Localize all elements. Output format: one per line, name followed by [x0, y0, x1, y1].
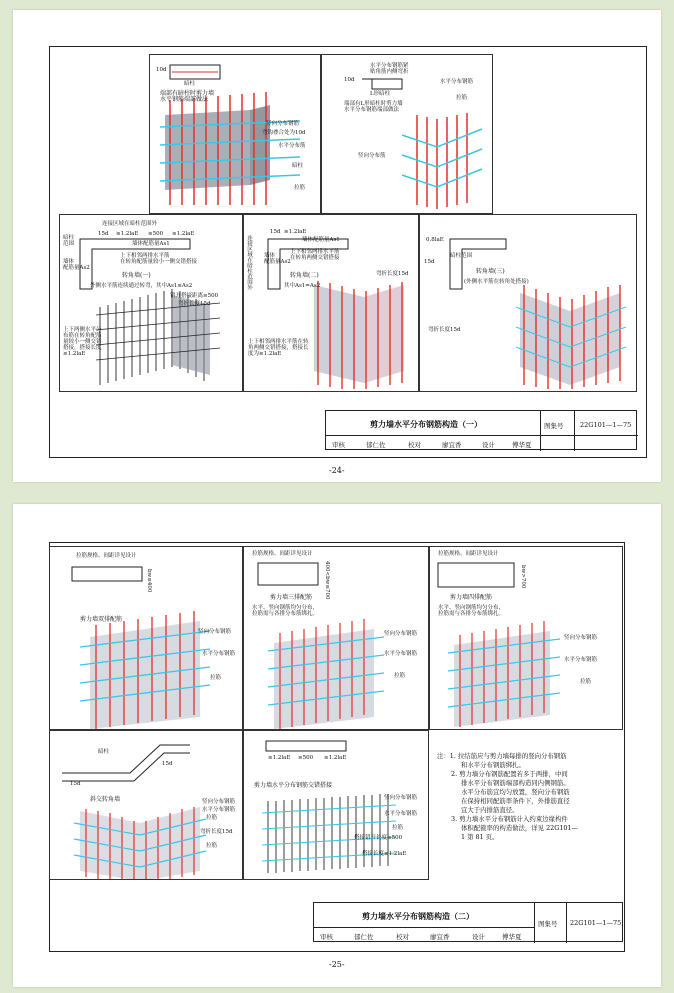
- corner-wall-2-title: 转角墙(二): [290, 272, 319, 279]
- page-number-24: -24-: [329, 466, 345, 475]
- horiz-bar-label: 水平分布筋: [278, 143, 306, 149]
- bend-label-2: 弯折长度15d: [376, 271, 409, 277]
- note-1b: 和水平分布钢筋绑扎。: [461, 761, 525, 769]
- p4-15d-b: 15d: [162, 761, 173, 767]
- dim-15d: 15d: [98, 231, 109, 237]
- design-2: 设计: [472, 933, 485, 941]
- connect-zone-vertical: 连接区域在暗柱范围外: [246, 235, 252, 290]
- p2-dim: 400<bw≤700: [324, 561, 330, 600]
- dim-500: ≥500: [148, 231, 164, 237]
- design-1: 设计: [482, 441, 495, 449]
- connect-zone-note: 连接区域在暗柱范围外: [102, 221, 158, 227]
- panel-two-rows: [49, 546, 243, 730]
- corner-wall-1-sub: 外侧水平筋连续通过转弯，其中As1≤As2: [90, 283, 193, 289]
- p5-tie: 拉筋: [392, 825, 404, 831]
- check-name-1: 廖宜香: [442, 441, 462, 449]
- anzhu-range-label: 暗柱 范围: [63, 235, 75, 247]
- p2-horiz: 水平分布钢筋: [384, 651, 418, 657]
- anzhu-label: 暗柱: [184, 81, 196, 87]
- note-2d: 在保持相同配筋率条件下，外排筋直径: [461, 797, 570, 805]
- p5-title: 剪力墙水平分布钢筋交错搭接: [254, 782, 333, 789]
- p2-vert: 竖向分布钢筋: [384, 631, 418, 637]
- l-anzhu-label: L形暗柱: [370, 91, 391, 97]
- note-2c: 水平分布筋宜均匀放置，竖向分布钢筋: [461, 788, 570, 796]
- p1-title: 剪力墙双排配筋: [80, 616, 123, 623]
- atlas-no-1: 22G101—1—75: [580, 421, 632, 429]
- title-1: 剪力墙水平分布钢筋构造（一）: [370, 419, 482, 429]
- corner-wall-3-drawing: [420, 215, 637, 392]
- atlas-label-1: 图集号: [544, 422, 564, 430]
- p1-horiz: 水平分布钢筋: [202, 651, 236, 657]
- dim-15d-3: 15d: [424, 259, 435, 265]
- as1-label: 墙体配筋量As1: [132, 241, 170, 247]
- p5-lap: 搭接长度≥1.2laE: [362, 851, 407, 857]
- p5-dim-1: ≥1.2laE: [268, 755, 291, 761]
- skew-corner-drawing: [50, 731, 243, 880]
- notes-block: [437, 752, 617, 842]
- dim-lap-1: ≥1.2laE: [116, 231, 139, 237]
- stagger-label: 错开搭接距离≥500: [170, 293, 219, 299]
- as1-label-2: 墙体配筋量As1: [302, 237, 340, 243]
- note-1: 注：1. 拉结筋应与剪力墙每排的竖向分布钢筋: [437, 752, 567, 760]
- p3-horiz: 水平分布钢筋: [564, 657, 598, 663]
- as2-label-2: 墙体 配筋量As2: [264, 253, 291, 265]
- corner-wall-3-sub: (外侧水平筋在转角处搭接): [464, 279, 529, 285]
- note-2: 2. 剪力墙分布钢筋配置若多于两排，中间: [451, 770, 568, 778]
- bend-label-3: 弯折长度15d: [428, 327, 461, 333]
- review-2: 审核: [320, 933, 333, 941]
- p1-vert: 竖向分布钢筋: [198, 629, 232, 635]
- vert-bar-label: 竖向分布钢筋: [266, 121, 300, 127]
- p3-dim: bw>700: [520, 565, 526, 589]
- atlas-label-2: 图集号: [538, 920, 558, 928]
- title-block-1: [325, 410, 637, 450]
- panel-corner-wall-1: [59, 214, 243, 392]
- p1-dim: bw≤400: [146, 569, 152, 593]
- stagger-lap-drawing: [244, 731, 429, 880]
- l-anzhu-note: 端部有L形暗柱时剪力墙 水平分布钢筋端部做法: [344, 101, 403, 113]
- horiz-label: 水平分布钢筋: [440, 79, 474, 85]
- page-25: [13, 504, 661, 987]
- p4-bend: 弯折长度15d: [200, 829, 233, 835]
- check-1: 校对: [408, 441, 421, 449]
- check-name-2: 廖宜香: [430, 933, 450, 941]
- p3-title: 剪力墙四排配筋: [450, 594, 493, 601]
- p2-tie: 拉筋: [394, 673, 406, 679]
- p2-note: 水平、竖向钢筋均匀分布， 拉筋需与各排分布筋绑扎。: [252, 605, 319, 617]
- panel-l-anzhu: [321, 54, 493, 214]
- panel-three-rows: [243, 546, 429, 730]
- panel-four-rows: [429, 546, 623, 730]
- review-1: 审核: [332, 441, 345, 449]
- p3-note: 水平、竖向钢筋均匀分布， 拉筋需与各排分布筋绑扎。: [438, 605, 505, 617]
- note-3: 3. 剪力墙水平分布钢筋计入约束边缘构件: [451, 815, 568, 823]
- three-rows-drawing: [244, 547, 429, 730]
- p4-15d-a: 15d: [70, 781, 81, 787]
- title-2: 剪力墙水平分布钢筋构造（二）: [362, 911, 474, 921]
- panel-skew-corner: [49, 730, 243, 880]
- dim-lap-mid: ≥1.2laE: [284, 229, 307, 235]
- p2-title: 剪力墙三排配筋: [270, 594, 313, 601]
- tie-label: 拉筋: [294, 185, 306, 191]
- anzhu-side-label: 暗柱: [292, 163, 304, 169]
- p4-title: 斜交转角墙: [90, 796, 121, 803]
- page-number-25: -25-: [329, 960, 345, 969]
- dim-lap-2: ≥1.2laE: [172, 231, 195, 237]
- corner-wall-1-title: 转角墙(一): [122, 272, 151, 279]
- as2-label: 墙体 配筋量As2: [63, 259, 90, 271]
- dim-10d: 10d: [156, 67, 167, 73]
- review-name-2: 郁仁佐: [354, 933, 374, 941]
- p4-vert: 竖向分布钢筋: [202, 799, 236, 805]
- lap-note: 上下两侧水平分 布筋在转角配筋 量较小一侧交错 搭接，搭接长度 ≥1.2laE: [63, 327, 102, 357]
- bend-label: 弯折长度15d: [178, 301, 211, 307]
- p5-horiz: 水平分布钢筋: [384, 811, 418, 817]
- corner-wall-2-sub: 其中As1=As2: [284, 283, 321, 289]
- lap-note-2: 上下相邻两排水平筋在转 角两侧交错搭接，搭接长 度为≥1.2laE: [248, 339, 309, 357]
- end-anzhu-note: 端部有暗柱时剪力墙 水平钢筋端部做法: [160, 90, 215, 103]
- p5-dim-3: ≥1.2laE: [324, 755, 347, 761]
- anzhu-range-label-3: 暗柱范围: [450, 253, 473, 259]
- note-3c: 1 第 81 页。: [461, 833, 499, 841]
- check-2: 校对: [396, 933, 409, 941]
- p5-stagger: 搭接错开长度≥500: [354, 835, 403, 841]
- panel-corner-wall-3: [419, 214, 637, 392]
- p4-tie: 拉筋: [206, 815, 218, 821]
- p5-vert: 竖向分布钢筋: [384, 795, 418, 801]
- atlas-no-2: 22G101—1—75: [570, 919, 622, 927]
- p4-anzhu: 暗柱: [98, 749, 110, 755]
- p3-tie: 拉筋: [580, 679, 592, 685]
- adjacent-lap-note-2: 上下相邻两排水平筋 在转角两侧交错搭接: [290, 249, 340, 261]
- panel-stagger-lap: [243, 730, 429, 880]
- dim-15d-2: 15d: [270, 229, 281, 235]
- p4-horiz: 水平分布钢筋: [202, 807, 236, 813]
- p1-tie: 拉筋: [210, 675, 222, 681]
- note-2b: 排水平分布钢筋端部构造同内侧钢筋。: [461, 779, 570, 787]
- horiz-bend-note: 水平分布钢筋紧 贴角筋内侧弯折: [370, 63, 409, 75]
- dim-10d-right: 10d: [344, 77, 355, 83]
- page-24: [13, 10, 661, 482]
- title-block-2: [313, 902, 623, 942]
- p1-head: 拉筋规格、间距详见设计: [76, 553, 137, 559]
- p4-tie2: 拉筋: [206, 843, 218, 849]
- p3-vert: 竖向分布钢筋: [564, 635, 598, 641]
- tie-label-right: 拉筋: [456, 95, 468, 101]
- panel-end-anzhu: [149, 54, 321, 214]
- dim-08lae: 0.8laE: [426, 237, 444, 243]
- design-name-1: 傅华夏: [512, 441, 532, 449]
- note-2e: 宜大于内排筋直径。: [461, 806, 519, 814]
- vert-label: 竖向分布筋: [358, 153, 386, 159]
- review-name-1: 郁仁佐: [366, 441, 386, 449]
- p3-head: 拉筋规格、间距详见设计: [438, 551, 499, 557]
- adjacent-lap-note: 上下相邻两排水平筋 在转角配筋量较小一侧交错搭接: [120, 253, 198, 265]
- p2-head: 拉筋规格、间距详见设计: [252, 551, 313, 557]
- design-name-2: 傅华夏: [502, 933, 522, 941]
- corner-wall-3-title: 转角墙(三): [476, 268, 505, 275]
- lap-note-label: 弯钩叠合处为10d: [262, 130, 306, 136]
- panel-corner-wall-2: [243, 214, 419, 392]
- note-3b: 体积配箍率的构造做法，详见 22G101—: [461, 824, 578, 832]
- p5-dim-2: ≥500: [298, 755, 314, 761]
